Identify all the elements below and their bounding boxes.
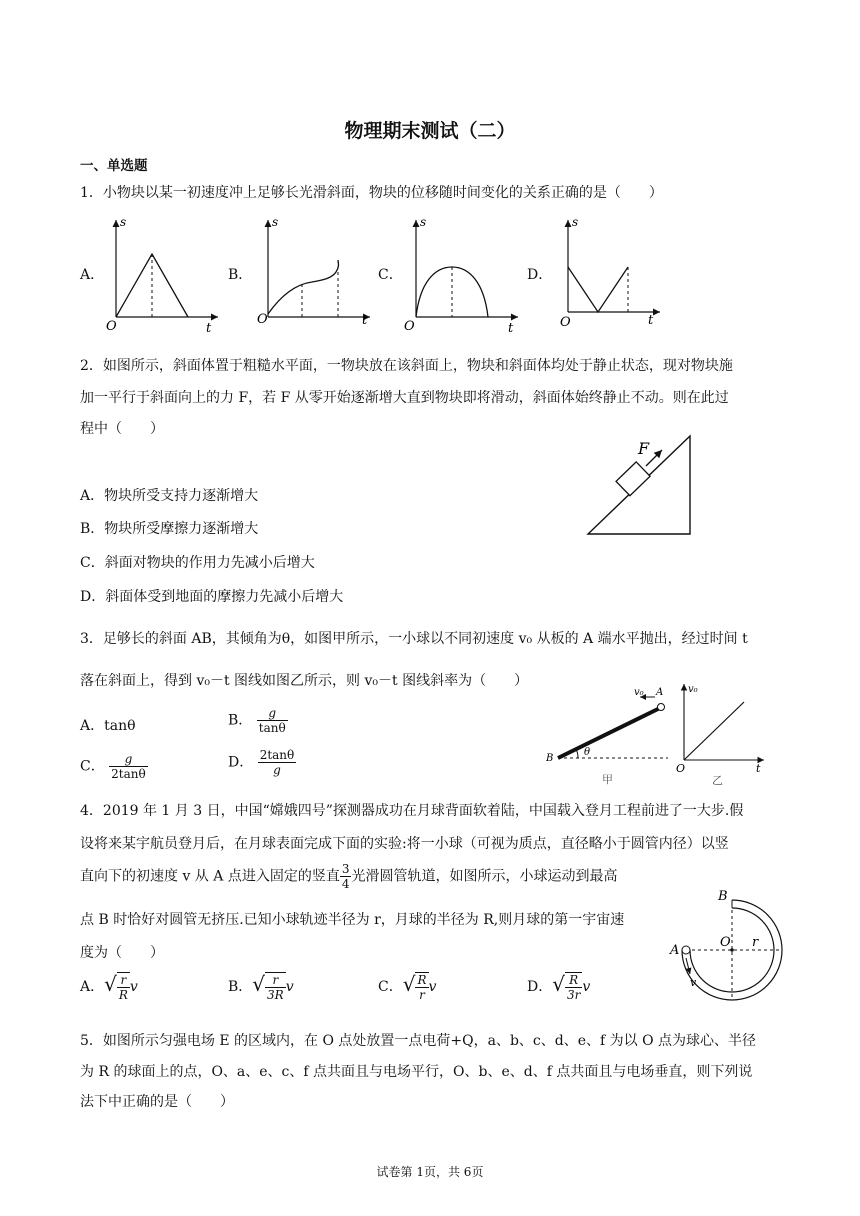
q3-option-b-num: g <box>257 706 288 721</box>
q4-option-d-label: D． <box>527 979 553 995</box>
q3-figure-jia <box>540 683 675 788</box>
q3-option-b-label: B． <box>228 712 253 729</box>
page-title: 物理期末测试（二） <box>344 120 516 142</box>
q1-graph-d <box>552 212 677 337</box>
q4-stem-line3a: 直向下的初速度 v 从 A 点进入固定的竖直 <box>80 868 340 885</box>
q4-option-a-den: R <box>118 988 128 1002</box>
q2-option-d: D．斜面体受到地面的摩擦力先减小后增大 <box>80 589 344 605</box>
q1-stem: 1．小物块以某一初速度冲上足够长光滑斜面，物块的位移随时间变化的关系正确的是（ ） <box>80 185 663 201</box>
q4-option-d: D．√ $\frac{R}{3r}$ v <box>527 972 591 1002</box>
q4-option-b: B．√ $\frac{r}{3R}$ v <box>228 972 294 1002</box>
q5-stem-line1: 5．如图所示匀强电场 E 的区域内，在 O 点处放置一点电荷+Q，a、b、c、d、e、f 为以 O 点为球心、半径 <box>80 1033 757 1049</box>
q4-option-d-den: 3r <box>566 988 581 1002</box>
q4-option-a-label: A． <box>80 979 105 995</box>
q3-option-c <box>80 752 148 781</box>
q1-b-s-label: s <box>272 215 279 229</box>
q1-a-origin: O <box>106 319 117 334</box>
q4-stem-line5: 度为（ ） <box>80 945 164 961</box>
q1-c-s-label: s <box>420 215 427 229</box>
q1-d-origin: O <box>560 315 571 330</box>
q1-b-t-label: t <box>362 313 368 328</box>
q4-option-b-num: r <box>265 973 286 988</box>
q4-stem-line2: 设将来某宇航员登月后，在月球表面完成下面的实验:将一小球（可视为质点，直径略小于圆管内径）以竖 <box>80 836 729 852</box>
q3-yi-origin: O <box>676 762 686 775</box>
q1-graph-b <box>252 212 377 337</box>
q4-fig-r: r <box>752 935 759 950</box>
q3-fig-yi-label: 乙 <box>712 774 723 787</box>
q4-fig-a: A <box>670 943 680 958</box>
q4-frac-den: 4 <box>341 877 350 891</box>
q4-option-a: A．√ $\frac{r}{R}$ v <box>80 972 138 1002</box>
q1-c-t-label: t <box>508 321 514 336</box>
q1-a-s-label: s <box>120 215 127 229</box>
q3-option-b <box>228 706 288 735</box>
q4-option-b-tail: v <box>285 979 294 995</box>
q4-fig-o: O <box>720 935 731 950</box>
q4-tube-figure <box>664 888 794 1008</box>
q4-option-a-num: r <box>117 973 130 988</box>
q4-option-c: C．√ $\frac{R}{r}$ v <box>378 972 437 1002</box>
q4-option-c-den: r <box>419 988 425 1002</box>
q3-fig-theta: θ <box>584 747 591 758</box>
q1-d-s-label: s <box>572 215 579 229</box>
q4-frac-num: 3 <box>341 862 350 876</box>
q3-option-a: A．tanθ <box>80 718 136 734</box>
q3-option-d <box>228 748 296 777</box>
q2-incline-figure <box>580 430 700 540</box>
q3-figure-yi <box>672 680 772 788</box>
q3-yi-v0: v₀ <box>688 684 698 695</box>
q2-stem-line3: 程中（ ） <box>80 421 164 437</box>
q1-option-d-label: D． <box>527 267 553 283</box>
q4-fig-v: v <box>690 976 697 989</box>
q2-force-label: F <box>638 439 650 458</box>
q1-graph-a <box>100 212 225 337</box>
q3-option-d-num: 2tanθ <box>259 748 295 762</box>
q3-option-c-den: 2tanθ <box>111 767 146 781</box>
q1-option-a-label: A． <box>80 267 105 283</box>
q3-fig-b: B <box>546 753 554 764</box>
q1-option-c-label: C． <box>378 267 403 283</box>
q2-option-a: A．物块所受支持力逐渐增大 <box>80 488 259 504</box>
q2-stem-line2: 加一平行于斜面向上的力 F，若 F 从零开始逐渐增大直到物块即将滑动，斜面体始终静止不动。则在此过 <box>80 390 729 406</box>
q4-stem-line4: 点 B 时恰好对圆管无挤压.已知小球轨迹半径为 r，月球的半径为 R,则月球的第一宇宙速 <box>80 912 625 928</box>
q1-graph-c <box>400 212 525 337</box>
q4-stem-line3b: 光滑圆管轨道，如图所示，小球运动到最高 <box>351 868 618 885</box>
q3-fig-a: A <box>656 687 664 698</box>
q4-option-d-num: R <box>565 973 582 988</box>
q3-option-d-label: D． <box>228 754 254 771</box>
q3-fig-jia-label: 甲 <box>602 773 613 786</box>
q1-b-origin: O <box>257 312 268 327</box>
q3-option-c-label: C． <box>80 758 105 775</box>
q1-a-t-label: t <box>206 321 212 336</box>
q4-option-c-label: C． <box>378 979 403 995</box>
q2-option-c: C．斜面对物块的作用力先减小后增大 <box>80 555 315 571</box>
q3-fig-v0: v₀ <box>634 687 644 698</box>
q4-option-c-tail: v <box>428 979 437 995</box>
q4-option-b-den: 3R <box>267 988 284 1002</box>
q4-option-c-num: R <box>417 973 427 987</box>
q5-stem-line2: 为 R 的球面上的点，O、a、e、c、f 点共面且与电场平行，O、b、e、d、f 点共面且与电场垂直，则下列说 <box>80 1064 753 1080</box>
q4-option-b-label: B． <box>228 979 253 995</box>
q5-stem-line3: 法下中正确的是（ ） <box>80 1094 234 1110</box>
q4-fig-b: B <box>718 889 728 904</box>
q4-stem-line3 <box>80 862 617 891</box>
q1-option-b-label: B． <box>228 267 253 283</box>
q3-option-b-den: tanθ <box>258 721 286 735</box>
section-heading: 一、单选题 <box>80 158 148 174</box>
q4-option-d-tail: v <box>582 979 591 995</box>
q3-option-c-num: g <box>109 752 148 767</box>
page-footer: 试卷第 1页，共 6页 <box>376 1165 484 1179</box>
q3-stem-line1: 3．足够长的斜面 AB，其倾角为θ，如图甲所示，一小球以不同初速度 v₀ 从板的 A 端水平抛出，经过时间 t <box>80 631 748 647</box>
q1-d-t-label: t <box>648 313 654 328</box>
q2-stem-line1: 2．如图所示，斜面体置于粗糙水平面，一物块放在该斜面上，物块和斜面体均处于静止状态，现对物块施 <box>80 358 733 374</box>
q3-option-d-den: g <box>273 763 281 777</box>
q4-option-a-tail: v <box>129 979 138 995</box>
q3-stem-line2: 落在斜面上，得到 v₀－t 图线如图乙所示，则 v₀－t 图线斜率为（ ） <box>80 673 529 689</box>
q3-yi-t: t <box>756 762 761 775</box>
q1-c-origin: O <box>404 319 415 334</box>
q2-option-b: B．物块所受摩擦力逐渐增大 <box>80 521 259 537</box>
q4-stem-line1: 4．2019 年 1 月 3 日，中国“嫦娥四号”探测器成功在月球背面软着陆，中国载入登月工程前进了一大步.假 <box>80 803 744 819</box>
